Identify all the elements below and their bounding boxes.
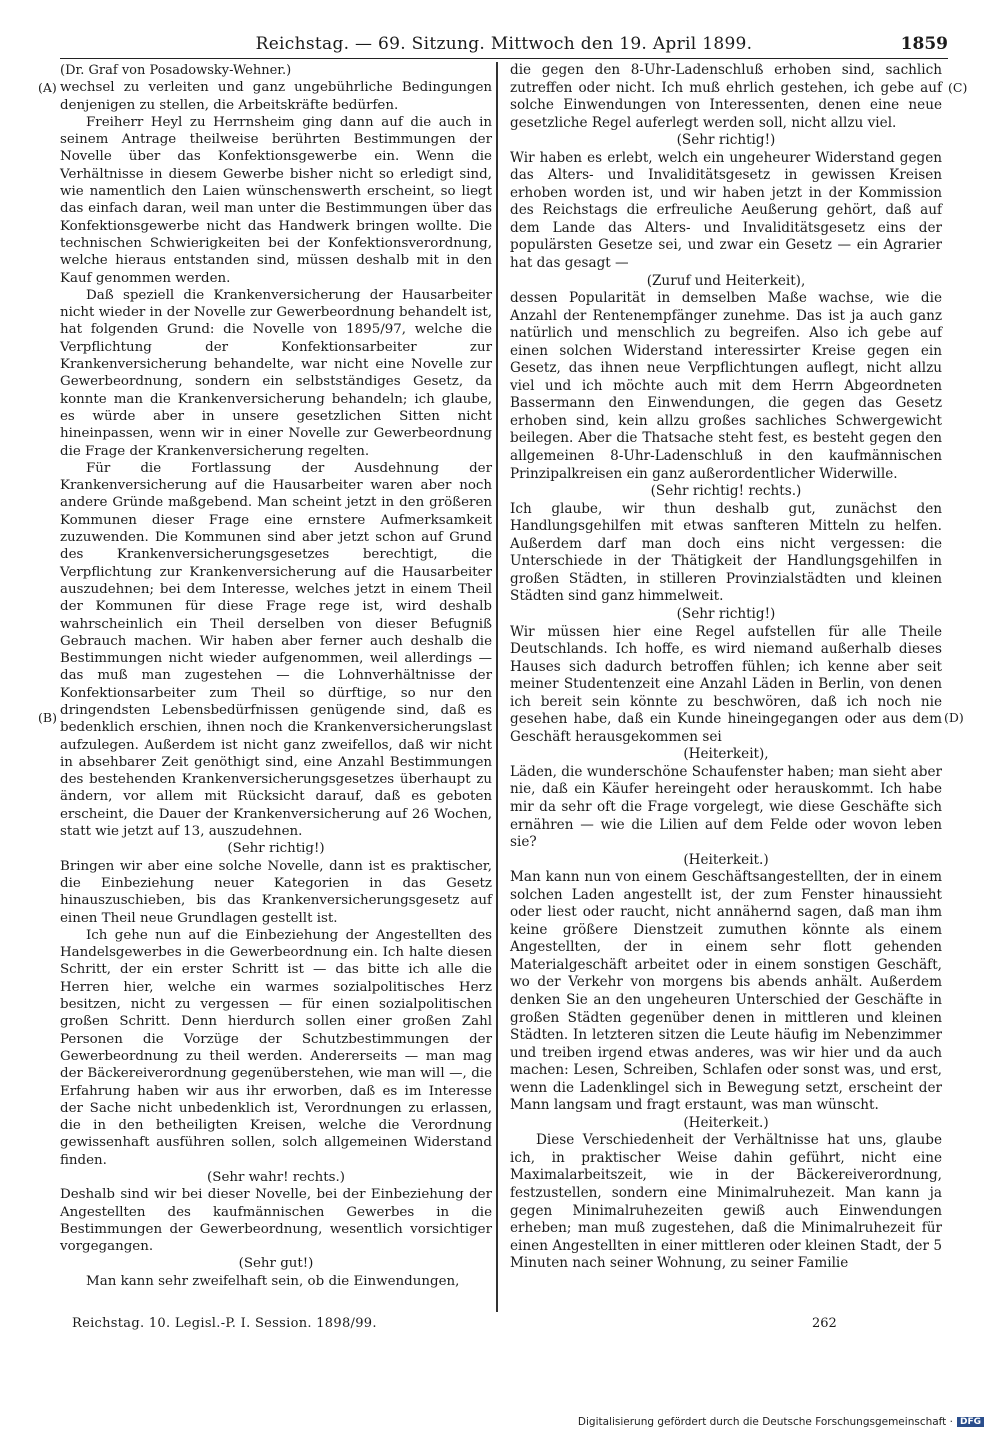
speaker-attribution: (Dr. Graf von Posadowsky-Wehner.) bbox=[60, 63, 292, 78]
paragraph: dessen Popularität in demselben Maße wachse, wie die Anzahl der Rentenempfänger zunehme. Das ist ja auch ganz natürlich und menschlich zu begreifen. Also ich gebe auf einen solchen Widerstand interessirter Kreise gegen ein Gesetz, das ihnen neue Verpflichtungen auflegt, nicht allzu viel und ich möchte auch mit dem Herrn Abgeordneten Bassermann den Einwendungen, die gegen das Gesetz erhoben sind, kein allzu großes sachliches Schwergewicht beilegen. Aber die Thatsache steht fest, es besteht gegen den allgemeinen 8-Uhr-Ladenschluß in den kaufmännischen Prinzipalkreisen ein ganz außerordentlicher Widerwille. bbox=[510, 290, 942, 482]
interjection: (Sehr richtig!) bbox=[676, 605, 776, 622]
footer-session-info: Reichstag. 10. Legisl.-P. I. Session. 1898/99. bbox=[72, 1316, 377, 1331]
interjection: (Sehr gut!) bbox=[238, 1256, 314, 1272]
paragraph: Ich glaube, wir thun deshalb gut, zunächst den Handlungsgehilfen mit etwas sanfteren Mitteln zu helfen. Außerdem darf man doch eins nicht vergessen: die Unterschiede in der Thätigkeit der Handlungsgehilfen in großen Städten, in stilleren Provinzialstädten und kleinen Städten sind ganz himmelweit. bbox=[510, 500, 942, 605]
margin-marker-c: (C) bbox=[948, 80, 968, 95]
interjection: (Sehr richtig!) bbox=[227, 841, 325, 857]
paragraph: Ich gehe nun auf die Einbeziehung der Angestellten des Handelsgewerbes in die Gewerbeordnung ein. Ich halte diesen Schritt, der ein erster Schritt ist — das bitte ich alle die Herren hier, welche ein warmes sozialpolitisches Herz besitzen, nicht zu vergessen — für einen sozialpolitischen großen Schritt. Denn hierdurch sollen einer großen Zahl Personen die Vorzüge der Schutzbestimmungen der Gewerbeordnung zu theil werden. Andererseits — man mag der Bäckereiverordnung gegenüberstehen, wie man will —, die Erfahrung haben wir aus ihr erworben, daß es im Interesse der Sache nicht unbedenklich ist, Verordnungen zu erlassen, die in den betheiligten Kreisen, welche die Verordnung gewissenhaft ausführen sollen, solch allgemeinen Widerstand finden. bbox=[60, 927, 492, 1168]
interjection: (Heiterkeit.) bbox=[683, 1114, 769, 1131]
column-divider bbox=[496, 62, 498, 1312]
right-column bbox=[510, 62, 942, 1273]
running-title: Reichstag. — 69. Sitzung. Mittwoch den 19. April 1899. bbox=[255, 34, 753, 54]
dfg-logo: DFG bbox=[957, 1417, 984, 1427]
digitization-credit bbox=[578, 1416, 984, 1428]
paragraph: Für die Fortlassung der Ausdehnung der Krankenversicherung auf die Hausarbeiter waren aber noch andere Gründe maßgebend. Man scheint jetzt in den größeren Kommunen dieser Frage eine ernstere Aufmerksamkeit zuzuwenden. Die Kommunen sind aber jetzt schon auf Grund des Krankenversicherungsgesetzes berechtigt, die Verpflichtung zur Krankenversicherung auf die Hausarbeiter auszudehnen; bei dem Interesse, welches jetzt in einem Theil der Kommunen für diese Frage rege ist, wird deshalb wahrscheinlich ein Theil derselben von dieser Befugniß Gebrauch machen. Wir haben aber ferner auch deshalb die Bestimmungen nicht wieder aufgenommen, weil allerdings — das muß man zugestehen — die Lohnverhältnisse der Konfektionsarbeiter zum Theil so dürftige, so nur den dringendsten Lebensbedürfnissen genügende sind, daß es bedenklich erschien, ihnen noch die Krankenversicherungslast aufzulegen. Außerdem ist nicht ganz zweifellos, daß wir nicht in absehbarer Zeit genöthigt sind, eine Anzahl Bestimmungen des bestehenden Krankenversicherungsgesetzes überhaupt zu ändern, vor allem mit Rücksicht darauf, daß es geboten erscheint, die Dauer der Krankenversicherung auf 26 Wochen, statt wie jetzt auf 13, auszudehnen. bbox=[60, 460, 492, 840]
margin-marker-a: (A) bbox=[38, 80, 57, 95]
interjection: (Heiterkeit.) bbox=[683, 851, 769, 868]
margin-marker-b: (B) bbox=[38, 710, 57, 725]
paragraph: Man kann sehr zweifelhaft sein, ob die Einwendungen, bbox=[86, 1273, 460, 1289]
paragraph: wechsel zu verleiten und ganz ungebührliche Bedingungen denjenigen zu stellen, die Arbeitskräfte bedürfen. bbox=[60, 80, 492, 113]
footer-sheet-number: 262 bbox=[812, 1316, 837, 1331]
paragraph: Wir haben es erlebt, welch ein ungeheurer Widerstand gegen das Alters- und Invaliditätsgesetz in gewissen Kreisen erhoben worden ist, und wir haben jetzt in der Kommission des Reichstags die erfreuliche Aeußerung gehört, daß auf dem Lande das Alters- und Invaliditätsgesetz eins der populärsten Gesetze sei, und zwar ein Gesetz — ein Agrarier hat das gesagt — bbox=[510, 149, 942, 272]
paragraph: Man kann nun von einem Geschäftsangestellten, der in einem solchen Laden angestellt ist, der zum Fenster hinaussieht oder liest oder raucht, nicht annähernd sagen, daß man ihm keine größere Dienstzeit zumuthen könnte als einem Angestellten, der in einem sehr flott gehenden Materialgeschäft arbeitet oder in einem sonstigen Geschäft, wo der Verkehr von morgens bis abends anhält. Außerdem denken Sie an den ungeheuren Unterschied der Geschäfte in großen Städten gegenüber denen in mittleren und kleinen Städten. In letzteren sitzen die Leute häufig im Nebenzimmer und treiben irgend etwas anderes, was wir hier und da auch machen: Lesen, Schreiben, Schlafen oder sonst was, und erst, wenn die Ladenklingel sich in Bewegung setzt, erscheint der Mann langsam und fragt erstaunt, was man wünscht. bbox=[510, 869, 942, 1114]
interjection: (Heiterkeit), bbox=[683, 746, 769, 763]
paragraph: die gegen den 8-Uhr-Ladenschluß erhoben sind, sachlich zutreffen oder nicht. Ich muß ehrlich gestehen, ich gebe auf solche Einwendungen von Interessenten, denen eine neue gesetzliche Regel auferlegt werden soll, nicht allzu viel. bbox=[510, 62, 942, 131]
interjection: (Sehr wahr! rechts.) bbox=[207, 1170, 345, 1185]
credit-text: Digitalisierung gefördert durch die Deutsche Forschungsgemeinschaft · bbox=[577, 1416, 953, 1428]
interjection: (Sehr richtig!) bbox=[676, 132, 776, 149]
paragraph: Bringen wir aber eine solche Novelle, dann ist es praktischer, die Einbeziehung neuer Kategorien in das Gesetz hinauszuschieben, bis das Krankenversicherungsgesetz auf einen Theil neue Grundlagen gestellt ist. bbox=[60, 858, 492, 926]
paragraph: Wir müssen hier eine Regel aufstellen für alle Theile Deutschlands. Ich hoffe, es wird niemand außerhalb dieses Hauses sich dadurch betroffen fühlen; ich kenne aber seit meiner Studentenzeit eine Anzahl Läden in Berlin, von denen ich bereit sein könnte zu beschwören, daß ich noch nie gesehen habe, daß ein Kunde hineingegangen oder aus dem Geschäft herausgekommen sei bbox=[510, 623, 942, 745]
interjection: (Sehr richtig! rechts.) bbox=[650, 483, 802, 500]
paragraph: Deshalb sind wir bei dieser Novelle, bei der Einbeziehung der Angestellten des kaufmännischen Gewerbes in die Bestimmungen der Gewerbeordnung, wesentlich vorsichtiger vorgegangen. bbox=[60, 1187, 492, 1255]
page-header bbox=[60, 30, 948, 59]
margin-marker-d: (D) bbox=[944, 710, 964, 725]
paragraph: Freiherr Heyl zu Herrnsheim ging dann auf die auch in seinem Antrage theilweise berührten Bestimmungen der Novelle über das Konfektionsgewerbe ein. Wenn die Verhältnisse in diesem Gewerbe bisher nicht so erledigt sind, wie namentlich den Laien wünschenswerth erscheint, so liegt das einfach daran, weil man unter die Bestimmungen über das Konfektionsgewerbe nicht das Handwerk bringen wollte. Die technischen Schwierigkeiten bei der Konfektionsverordnung, welche hieraus entstanden sind, müssen deshalb mit in den Kauf genommen werden. bbox=[60, 114, 492, 286]
interjection: (Zuruf und Heiterkeit), bbox=[646, 272, 806, 289]
left-column bbox=[60, 62, 492, 1290]
paragraph: Daß speziell die Krankenversicherung der Hausarbeiter nicht wieder in der Novelle zur Gewerbeordnung behandelt ist, hat folgenden Grund: die Novelle von 1895/97, welche die Verpflichtung der Konfektionsarbeiter zur Krankenversicherung behandelte, war nicht eine Novelle zur Gewerbeordnung, sondern ein selbstständiges Gesetz, da konnte man die Krankenversicherung behandeln; ich glaube, es würde aber in unsere gesetzlichen Sitten nicht hineinpassen, wenn wir in einer Novelle zur Gewerbeordnung die Frage der Krankenversicherung regelten. bbox=[60, 287, 492, 459]
paragraph: Läden, die wunderschöne Schaufenster haben; man sieht aber nie, daß ein Käufer hereingeht oder herauskommt. Ich habe mir da sehr oft die Frage vorgelegt, wie diese Geschäfte sich ernähren — wie die Lilien auf dem Felde oder wovon leben sie? bbox=[510, 763, 942, 851]
paragraph: Diese Verschiedenheit der Verhältnisse hat uns, glaube ich, in praktischer Weise dahin geführt, nicht eine Maximalarbeitszeit, wie in der Bäckereiverordnung, festzustellen, sondern eine Minimalruhezeit. Man kann ja gegen Minimalruhezeiten gewiß auch Einwendungen erheben; man muß zugestehen, daß die Minimalruhezeit für einen Angestellten in einer mittleren oder kleinen Stadt, der 5 Minuten nach seiner Wohnung, zu seiner Familie bbox=[510, 1132, 942, 1272]
page-number: 1859 bbox=[900, 34, 948, 54]
